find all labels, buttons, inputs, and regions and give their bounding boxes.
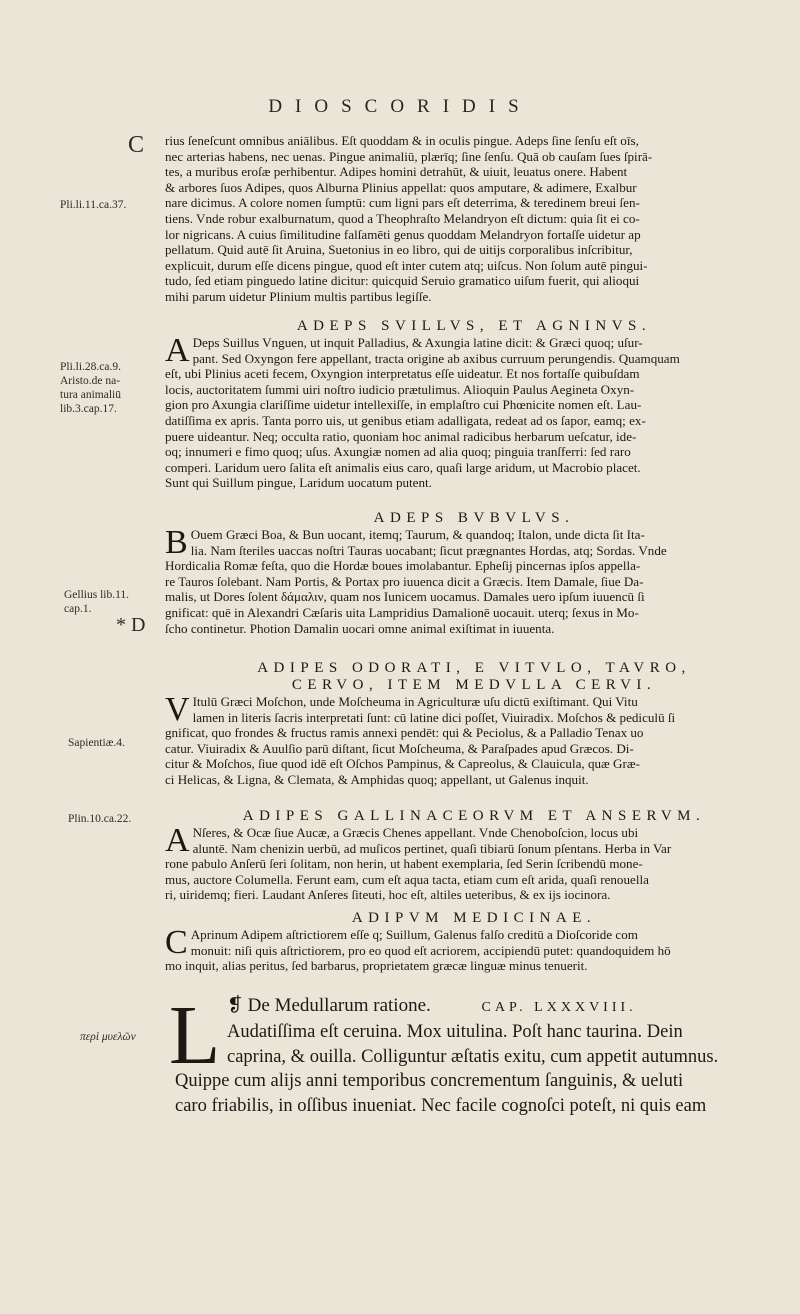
initial-letter: B bbox=[165, 524, 188, 561]
section-heading: ADIPVM MEDICINAE. bbox=[351, 910, 597, 926]
text-line: Ouem Græci Boa, & Bun uocant, itemq; Taurum, & quandoq; Italon, unde dicta ſit Ita- bbox=[190, 527, 645, 542]
section-heading: ADEPS SVILLVS, ET AGNINVS. bbox=[296, 318, 652, 334]
initial-letter: C bbox=[165, 924, 188, 961]
margin-marker-star-d: * D bbox=[116, 614, 146, 636]
margin-note-line: Gellius lib.11. bbox=[64, 589, 130, 601]
text-line: ci Helicas, & Ligna, & Clemata, & Amphidas quoq; appellant, ut Galenus inquit. bbox=[165, 771, 589, 787]
text-line: catur. Viuiradix & Auulſio parū diſtant, ſicut Moſcheuma, & Paraſpades apud Græcos. Di- bbox=[165, 740, 634, 756]
paragraph-1 bbox=[165, 133, 783, 305]
initial-letter: V bbox=[165, 691, 190, 728]
text-line: tudo, ſed etiam pinguedo latine dicitur: quicquid Seruio gramatico uiſum fuerit, qui alioqui bbox=[165, 273, 640, 289]
section-adipum-medicinae bbox=[165, 910, 783, 974]
text-line: Deps Suillus Vnguen, ut inquit Palladius, & Axungia latine dicit: & Græci quoq; uſur- bbox=[192, 335, 643, 350]
text-line: Nſeres, & Ocæ ſiue Aucæ, a Græcis Chenes appellant. Vnde Chenoboſcion, locus ubi bbox=[192, 825, 639, 840]
running-head: DIOSCORIDIS bbox=[268, 96, 532, 117]
section-adeps-suillus bbox=[165, 318, 783, 491]
chapter-medullarum bbox=[169, 989, 787, 1118]
section-heading: ADEPS BVBVLVS. bbox=[373, 510, 575, 526]
text-line: explicuit, durum eſſe dicens pingue, quod eſt inter cutem atq; uiſcus. Non ſolum autē pingui- bbox=[165, 257, 648, 273]
text-line: mo inquit, alias peritus, ſed barbarus, proprietatem græcæ linguæ minus tenuerit. bbox=[165, 958, 588, 974]
text-line: tes, a muribus eroſæ perhibentur. Adipes homini detrahūt, & uiuit, leuatus onere. Habent bbox=[165, 164, 628, 180]
text-line: lia. Nam ſteriles uaccas noſtri Tauras uocabant; ſicut prægnantes Hordas, atq; Sordas. Vnde bbox=[190, 542, 667, 558]
text-line: tiens. Vnde robur exalburnatum, quod a Theophraſto Melandryon eſt dictum: quia ſit ei co- bbox=[165, 210, 640, 226]
text-line: rius ſeneſcunt omnibus aniālibus. Eſt quoddam & in oculis pingue. Adeps ſine ſenſu eſt oīs, bbox=[165, 133, 639, 148]
initial-letter: A bbox=[165, 332, 190, 369]
section-heading: ADIPES ODORATI, E VITVLO, TAVRO, bbox=[257, 660, 691, 676]
text-line: lor nigricans. A cuius ſimilitudine falſamēti genus quoddam Melandryon fortaſſe uidetur ap bbox=[165, 226, 641, 242]
margin-note-line: lib.3.cap.17. bbox=[60, 403, 117, 415]
text-line: datiſſima ex apris. Tanta porro uis, ut genibus etiam adalligata, redeat ad os ſapor, eamq; ex- bbox=[165, 412, 646, 428]
text-line: citur & Moſchos, ſiue quod idē eſt Oſchos Pampinus, & Capreolus, & Clauicula, quæ Græ- bbox=[165, 756, 640, 772]
initial-letter: A bbox=[165, 822, 190, 859]
text-line: eſt, ubi Plinius aceti fecem, Oxyngion interpretatus eſſe uideatur. Et nos fortaſſe quibuſdam bbox=[165, 366, 640, 382]
text-line: mus, auctore Columella. Ferunt eam, cum eſt aqua tacta, etiam cum eſt arida, quaſi renouella bbox=[165, 871, 649, 887]
text-line: Hordicalia Romæ feſta, quo die Hordæ boues imolabantur. Epheſij pincernas ipſos appella- bbox=[165, 558, 641, 574]
text-line: pant. Sed Oxyngon fere appellant, tracta origine ab axibus curruum perungendis. Quamquam bbox=[192, 350, 680, 366]
chapter-line: caprina, & ouilla. Colliguntur æſtatis exitu, cum appetit autumnus. bbox=[227, 1046, 719, 1067]
text-line: oq; innumeri e fimo quoq; uſus. Axungiæ nomen ad alia quoq; pinguia tranſferri: ſed raro bbox=[165, 444, 631, 460]
text-line: nec arterias habens, nec uenas. Pingue animaliū, plærīq; ſine ſenſu. Quā ob cauſam ſues ſpirā- bbox=[165, 148, 653, 164]
text-line: malis, ut Dores ſolent δάμαλιν, quam nos Iunicem uocamus. Damales uero ipſum iuuencū ſi bbox=[165, 589, 645, 605]
text-line: Itulū Græci Moſchon, unde Moſcheuma in Agriculturæ uſu dictū exiſtimant. Qui Vitu bbox=[192, 694, 638, 709]
text-line: rone pabulo Anſerū ſeri ſolitam, non herin, ut habent exemplaria, ſed Serin ſcribendū mone- bbox=[165, 856, 643, 872]
text-line: gnificat, quo frondes & fructus ramis annexi pendēt: qui & Peciolus, & a Palladio Tenax uo bbox=[165, 725, 644, 741]
margin-note-pliny-28-9 bbox=[60, 360, 121, 416]
section-adipes-gallinaceorum bbox=[165, 808, 783, 903]
text-line: lamen in literis ſacris interpretati ſunt: cū latine dici poſſet, Viuiradix. Moſchos & pediculū ſi bbox=[192, 709, 676, 725]
margin-note-line: cap.1. bbox=[64, 603, 92, 615]
chapter-line: caro friabilis, in oſſibus inueniat. Nec facile cognoſci poteſt, ni quis eam bbox=[175, 1095, 707, 1116]
text-line: locis, auctoritatem ſummi uiri noſtro iudicio prætulimus. Alioquin Paulus Aegineta Oxyn- bbox=[165, 381, 635, 397]
margin-note-line: tura animaliū bbox=[60, 389, 121, 401]
text-line: ſcho continetur. Photion Damalin uocari omne animal exiſtimat in iuuenta. bbox=[165, 620, 555, 636]
chapter-line: Quippe cum alijs anni temporibus concrementum ſanguinis, & ueluti bbox=[175, 1071, 684, 1091]
margin-note-sapientiae: Sapientiæ.4. bbox=[68, 737, 125, 749]
text-line: pellatum. Quid autē ſit Aruina, Suetonius in eo libro, qui de uitijs corporalibus inſcribitur, bbox=[165, 242, 633, 258]
chapter-initial: L bbox=[169, 989, 221, 1082]
text-line: & arbores ſuos Adipes, quos Alburna Plinius appellat: quos amputare, & adimere, Exalbur bbox=[165, 179, 637, 195]
chapter-line: Audatiſſima eſt ceruina. Mox uitulina. Poſt hanc taurina. Dein bbox=[227, 1022, 683, 1042]
chapter-number: CAP. LXXXVIII. bbox=[481, 1000, 637, 1015]
chapter-title-row bbox=[227, 994, 787, 1020]
margin-letter-c: C bbox=[128, 132, 145, 158]
margin-note-line: Aristo.de na- bbox=[60, 375, 121, 387]
text-line: gnificat: quē in Alexandri Cæſaris uita Lampridius Damalionē uocauit. uterq; ſexus in Mo- bbox=[165, 604, 639, 620]
section-adipes-odorati bbox=[165, 660, 783, 788]
section-adeps-bubulus bbox=[165, 510, 783, 636]
text-line: Sunt qui Suillum pingue, Laridum uocatum putent. bbox=[165, 475, 432, 491]
margin-note-line: Pli.li.28.ca.9. bbox=[60, 361, 122, 373]
text-line: monuit: niſi quis aſtrictiorem, pro eo quod eſt acriorem, accipiendū putet: quandoquidem hō bbox=[190, 942, 671, 958]
margin-note-plinius-10-22: Plin.10.ca.22. bbox=[68, 813, 132, 825]
section-heading: CERVO, ITEM MEDVLLA CERVI. bbox=[291, 677, 657, 693]
text-line: ri, uiridemq; fieri. Laudant Anſeres ſiteuti, hoc eſt, altiles ueteribus, & ex ijs iocinora. bbox=[165, 887, 611, 903]
text-line: aluntē. Nam chenizin uerbū, ad muſicos pertinet, quaſi tibiarū ſonum pſentans. Herba in Var bbox=[192, 840, 672, 856]
text-line: re Tauros ſolebant. Nam Portis, & Portax pro iuuenca dicit a Græcis. Item Damale, ſiue Da- bbox=[165, 573, 644, 589]
margin-note-pliny-11-37: Pli.li.11.ca.37. bbox=[60, 199, 127, 211]
text-line: comperi. Laridum uero ſalita eſt animalis eius caro, quaſi large aridum, ut Macrobio placet. bbox=[165, 459, 641, 475]
text-line: Aprinum Adipem aſtrictiorem eſſe q; Suillum, Galenus falſo creditū a Dioſcoride com bbox=[190, 927, 638, 942]
chapter-title: ❡ De Medullarum ratione. bbox=[227, 995, 431, 1016]
text-line: nare dicimus. A colore nomen ſumptū: cum ligni pars eſt deterrima, & teredinem breui ſen- bbox=[165, 195, 640, 211]
text-line: puere uideantur. Neq; occulta ratio, quoniam hoc animal radicibus herbarum ueſcatur, ide- bbox=[165, 428, 637, 444]
text-line: mihi parum uidetur Plinium multis partibus legiſſe. bbox=[165, 288, 432, 304]
chapter-text bbox=[175, 994, 787, 1118]
section-heading: ADIPES GALLINACEORVM ET ANSERVM. bbox=[242, 808, 706, 824]
margin-note-gellius bbox=[64, 588, 129, 616]
margin-note-greek: περὶ μυελῶν bbox=[80, 1031, 136, 1043]
text-line: gion pro Axungia clariſſime uidetur intellexiſſe, in emplaſtro cui Phœnicite nomen eſt. Lau- bbox=[165, 397, 642, 413]
